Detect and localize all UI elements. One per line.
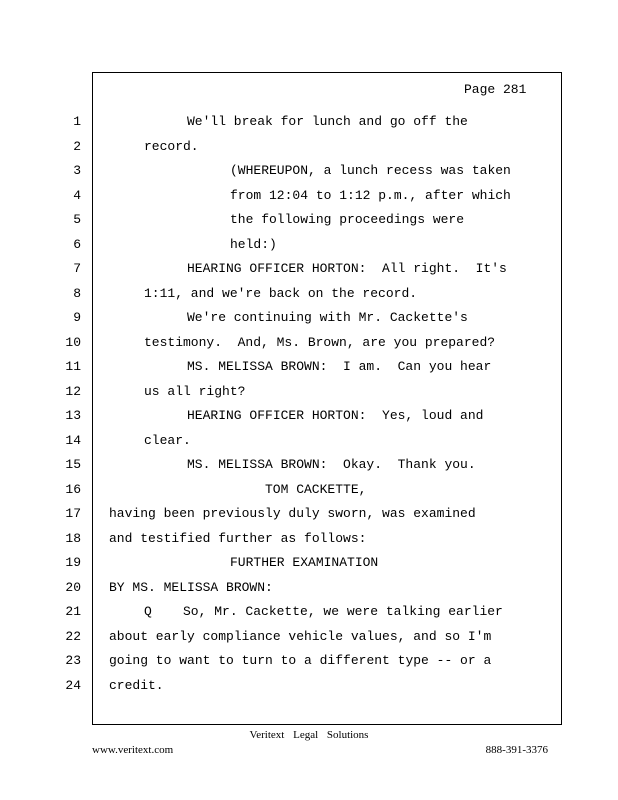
transcript-line: BY MS. MELISSA BROWN: <box>109 580 273 595</box>
line-number: 6 <box>73 237 81 252</box>
line-number: 3 <box>73 163 81 178</box>
line-number: 11 <box>65 359 81 374</box>
line-number: 24 <box>65 678 81 693</box>
footer-phone: 888-391-3376 <box>485 744 548 756</box>
line-number: 7 <box>73 261 81 276</box>
transcript-line: record. <box>144 139 199 154</box>
transcript-line: 1:11, and we're back on the record. <box>144 286 418 301</box>
transcript-line: the following proceedings were <box>230 212 465 227</box>
transcript-line: held:) <box>230 237 277 252</box>
transcript-line: (WHEREUPON, a lunch recess was taken <box>230 163 511 178</box>
line-number: 10 <box>65 335 81 350</box>
line-number: 4 <box>73 188 81 203</box>
transcript-line: about early compliance vehicle values, and so I'm <box>109 629 492 644</box>
line-number: 1 <box>73 114 81 129</box>
line-number: 12 <box>65 384 81 399</box>
transcript-line: Q So, Mr. Cackette, we were talking earlier <box>144 604 503 619</box>
line-number: 14 <box>65 433 81 448</box>
line-number: 16 <box>65 482 81 497</box>
transcript-line: TOM CACKETTE, <box>265 482 367 497</box>
transcript-line: MS. MELISSA BROWN: Okay. Thank you. <box>187 457 476 472</box>
transcript-line: We're continuing with Mr. Cackette's <box>187 310 468 325</box>
transcript-line: HEARING OFFICER HORTON: All right. It's <box>187 261 507 276</box>
line-number: 8 <box>73 286 81 301</box>
transcript-line: We'll break for lunch and go off the <box>187 114 468 129</box>
line-number: 18 <box>65 531 81 546</box>
line-number: 23 <box>65 653 81 668</box>
line-number: 5 <box>73 212 81 227</box>
transcript-line: testimony. And, Ms. Brown, are you prepared? <box>144 335 496 350</box>
page-number: Page 281 <box>464 82 527 97</box>
transcript-line: HEARING OFFICER HORTON: Yes, loud and <box>187 408 484 423</box>
transcript-line: having been previously duly sworn, was examined <box>109 506 476 521</box>
footer-website: www.veritext.com <box>92 744 174 756</box>
footer-company: Veritext Legal Solutions <box>249 729 369 741</box>
line-number: 15 <box>65 457 81 472</box>
transcript-line: FURTHER EXAMINATION <box>230 555 379 570</box>
transcript-line: going to want to turn to a different type -- or a <box>109 653 492 668</box>
line-number: 22 <box>65 629 81 644</box>
line-number: 21 <box>65 604 81 619</box>
transcript-line: from 12:04 to 1:12 p.m., after which <box>230 188 511 203</box>
transcript-line: clear. <box>144 433 191 448</box>
line-number: 17 <box>65 506 81 521</box>
transcript-line: credit. <box>109 678 164 693</box>
line-number: 2 <box>73 139 81 154</box>
transcript-line: and testified further as follows: <box>109 531 367 546</box>
transcript-line: us all right? <box>144 384 246 399</box>
line-number: 13 <box>65 408 81 423</box>
line-number: 9 <box>73 310 81 325</box>
line-number: 19 <box>65 555 81 570</box>
line-number: 20 <box>65 580 81 595</box>
transcript-line: MS. MELISSA BROWN: I am. Can you hear <box>187 359 492 374</box>
